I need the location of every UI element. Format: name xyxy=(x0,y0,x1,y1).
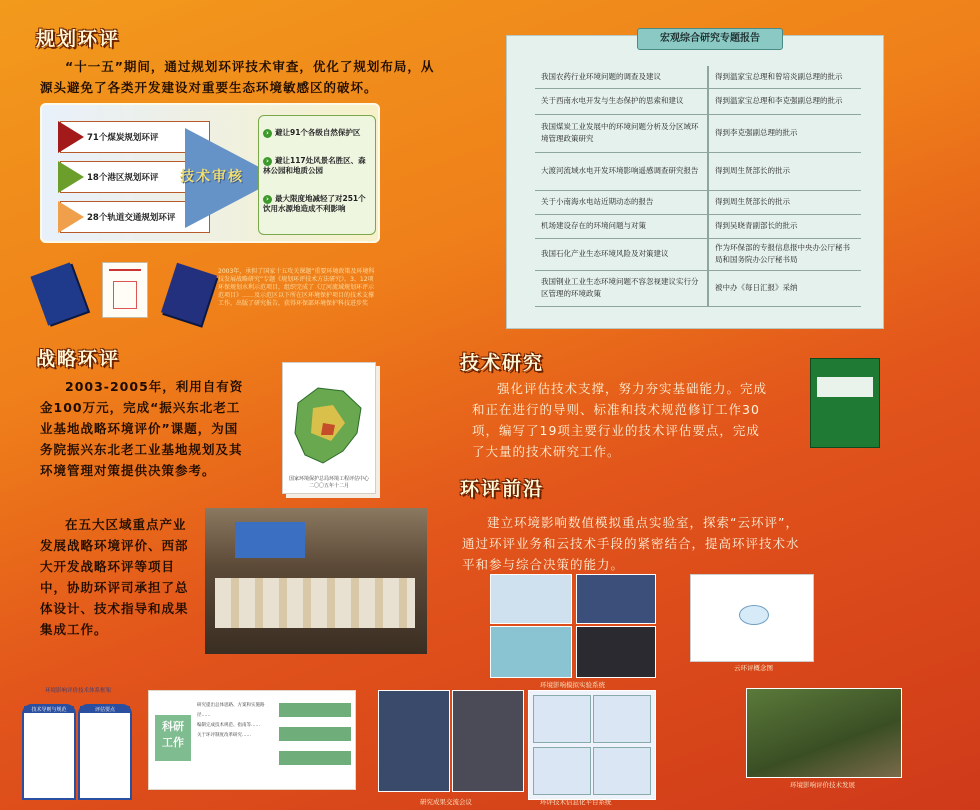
3d-terrain-image xyxy=(746,688,902,778)
flow-arrow-green xyxy=(58,161,84,193)
flow-item-rail: 28个轨道交通规划环评 xyxy=(60,201,210,233)
flow-results-box xyxy=(258,115,376,235)
result-item-3: › 最大限度地减轻了对251个饮用水源地造成不利影响 xyxy=(263,194,366,213)
arch-col-left: 技术导则与规范 xyxy=(22,704,76,800)
check-icon: › xyxy=(263,157,272,166)
flow-arrow-orange xyxy=(58,201,84,233)
research-bar-1 xyxy=(279,703,351,717)
audience-rows xyxy=(215,578,415,628)
sim-caption: 环境影响模拟实验系统 xyxy=(540,681,605,689)
research-bar-2 xyxy=(279,727,351,741)
projector-screen xyxy=(235,522,305,558)
table-row: 机场建设存在的环境问题与对策 得到吴晓青副部长的批示 xyxy=(535,214,861,239)
software-screenshots xyxy=(528,690,656,800)
table-header: 宏观综合研究专题报告 xyxy=(637,28,783,50)
tech-title: 技术研究 xyxy=(460,352,545,374)
review-label: 技术审核 xyxy=(180,169,244,185)
table-row: 大渡河流域水电开发环境影响遥感调查研究报告 得到周生贤部长的批示 xyxy=(535,152,861,191)
software-caption: 环评技术信息化平台系统 xyxy=(540,798,612,806)
result-item-2: › 避让117处风景名胜区、森林公园和地质公园 xyxy=(263,156,366,175)
table-row: 我国煤炭工业发展中的环境问题分析及分区域环境管理政策研究 得到李克强副总理的批示 xyxy=(535,114,861,153)
table-row: 我国石化产业生态环境风险及对策建议 作为环保部的专报信息报中央办公厅秘书局和国务院办公厅秘书局 xyxy=(535,238,861,271)
tech-report-cover xyxy=(810,358,880,448)
table-row: 关于西南水电开发与生态保护的思索和建议 得到温家宝总理和李克强副总理的批示 xyxy=(535,88,861,115)
result-item-1: › 避让91个各级自然保护区 xyxy=(263,128,360,138)
strategy-body-2: 在五大区域重点产业发展战略环境评价、西部大开发战略环评等项目中，协助环评司承担了总体设计、技术指导和成果集成工作。 xyxy=(40,517,189,637)
planning-note: 2003年，承担了国家十五攻关课题“重要环境政策及环境科技发展战略研究”专题《规划环评技术方法研究》。3、12项环保规划水利示范项目，组织完成了《辽河流域规划环评示范项目》……及示范区以下所在区环境保护项目的技术支撑工作，出版了研究报告，获得环保部环境保护科技进步奖 xyxy=(218,268,375,307)
map-image xyxy=(283,363,375,493)
simulation-map-2 xyxy=(490,626,572,678)
planning-title: 规划环评 xyxy=(36,28,121,50)
report-book-blue-1 xyxy=(30,262,87,325)
strategy-title: 战略环评 xyxy=(36,348,121,370)
research-label: 科研工作 xyxy=(155,715,191,761)
flow-arrow-red xyxy=(58,121,84,153)
planning-body: “十一五”期间，通过规划环评技术审查，优化了规划布局，从源头避免了各类开发建设对重要生态环境敏感区的破坏。 xyxy=(40,59,435,95)
frontier-body: 建立环境影响数值模拟重点实验室，探索“云环评”，通过环评业务和云技术手段的紧密结合，提高环评技术水平和参与综合决策的能力。 xyxy=(462,515,800,572)
research-panel xyxy=(148,690,356,790)
cloud-caption: 云环评概念图 xyxy=(734,664,773,672)
flow-item-port: 18个港区规划环评 xyxy=(60,161,210,193)
tech-architecture-graphic xyxy=(22,688,132,798)
simulation-screens-photo xyxy=(576,626,656,678)
terrain-caption: 环境影响评价技术发展 xyxy=(790,781,855,789)
frontier-title: 环评前沿 xyxy=(460,478,545,500)
strategy-body-1: 2003-2005年，利用自有资金100万元，完成“振兴东北老工业基地战略环境评价”课题，为国务院振兴东北老工业基地规划及其环境管理对策提供决策参考。 xyxy=(40,379,244,478)
map-book-caption: 国家环境保护总局环境工程评估中心 二〇〇五年十二月 xyxy=(289,476,370,489)
table-row: 我国农药行业环境问题的调查及建议 得到温家宝总理和曾培炎副总理的批示 xyxy=(535,66,861,89)
flow-item-coal: 71个煤炭规划环评 xyxy=(60,121,210,153)
meeting-photo xyxy=(205,508,427,654)
check-icon: › xyxy=(263,129,272,138)
arch-caption: 环境影响评价技术体系框架 xyxy=(44,688,111,694)
conference-caption: 研究成果交流会议 xyxy=(420,798,472,806)
table-row: 我国钢业工业生态环境问题不容忽视建议实行分区管理的环境政策 被中办《每日汇报》采纳 xyxy=(535,270,861,307)
check-icon: › xyxy=(263,195,272,204)
macro-report-table xyxy=(506,35,884,329)
simulation-lab-photo xyxy=(576,574,656,624)
simulation-map-1 xyxy=(490,574,572,624)
research-bar-3 xyxy=(279,751,351,765)
cloud-icon xyxy=(739,605,769,625)
research-text: 研究提出总体思路、方案和实施路径…… 编制完成技术规范、指南等…… 关于环评制度改革研究…… xyxy=(197,703,265,738)
tech-body: 强化评估技术支撑，努力夯实基础能力。完成和正在进行的导则、标准和技术规范修订工作30项，编写了19项主要行业的技术评估要点，完成了大量的技术研究工作。 xyxy=(472,381,768,459)
planning-flow-diagram xyxy=(40,103,380,243)
conference-photo-1 xyxy=(378,690,450,792)
arch-col-right: 评估要点 xyxy=(78,704,132,800)
report-book-white xyxy=(102,262,148,318)
conference-photo-2 xyxy=(452,690,524,792)
cloud-eia-diagram xyxy=(690,574,814,662)
report-book-blue-2 xyxy=(161,263,217,325)
northeast-map-book xyxy=(282,362,376,494)
table-row: 关于小南海水电站近期动态的报告 得到周生贤部长的批示 xyxy=(535,190,861,215)
